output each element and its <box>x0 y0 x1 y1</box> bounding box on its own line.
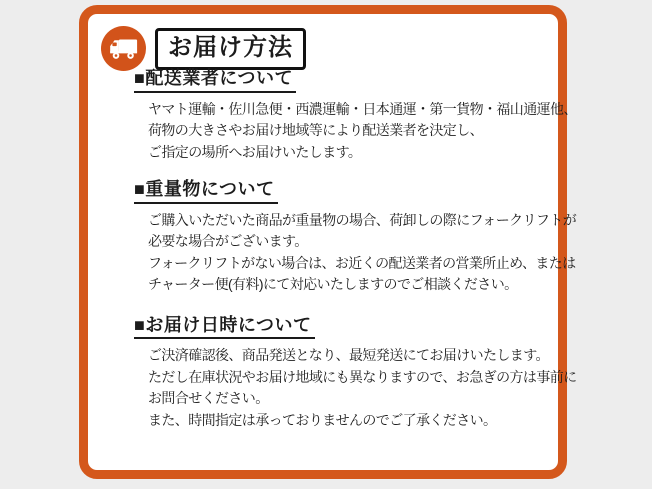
delivery-info-panel <box>79 5 577 479</box>
panel-header <box>101 26 558 71</box>
body-text-line: ご決済確認後、商品発送となり、最短発送にてお届けいたします。 <box>148 347 549 363</box>
section-heavy-items-heading: ■重量物について <box>134 178 278 204</box>
body-text-line: フォークリフトがない場合は、お近くの配送業者の営業所止め、または <box>148 254 576 271</box>
body-text-line: 必要な場合がございます。 <box>148 233 308 249</box>
section-carriers-heading: ■配送業者について <box>134 67 296 93</box>
body-text-line: ご指定の場所へお届けいたします。 <box>148 143 362 160</box>
section-carriers-body <box>148 99 577 164</box>
body-text-line: ご購入いただいた商品が重量物の場合、荷卸しの際にフォークリフトが <box>148 211 577 228</box>
body-text-line: 荷物の大きさやお届け地域等により配送業者を決定し、 <box>148 122 483 138</box>
body-text-line: また、時間指定は承っておりませんのでご了承ください。 <box>148 411 497 428</box>
section-delivery-datetime-heading: ■お届け日時について <box>134 314 315 340</box>
truck-icon <box>101 26 146 71</box>
section-heavy-items-body <box>148 210 577 296</box>
section-carriers <box>134 67 577 163</box>
body-text-line: お問合せください。 <box>148 390 269 406</box>
body-text-line: チャーター便(有料)にて対応いたしますのでご相談ください。 <box>148 276 518 292</box>
panel-title: お届け方法 <box>155 28 306 70</box>
body-text-line: ヤマト運輸・佐川急便・西濃運輸・日本通運・第一貨物・福山通運他、 <box>148 100 577 117</box>
section-delivery-datetime-body <box>148 345 577 431</box>
body-text-line: ただし在庫状況やお届け地域にも異なりますので、お急ぎの方は事前に <box>148 368 577 385</box>
sections-container <box>134 67 577 431</box>
section-heavy-items <box>134 178 577 296</box>
section-delivery-datetime <box>134 314 577 432</box>
